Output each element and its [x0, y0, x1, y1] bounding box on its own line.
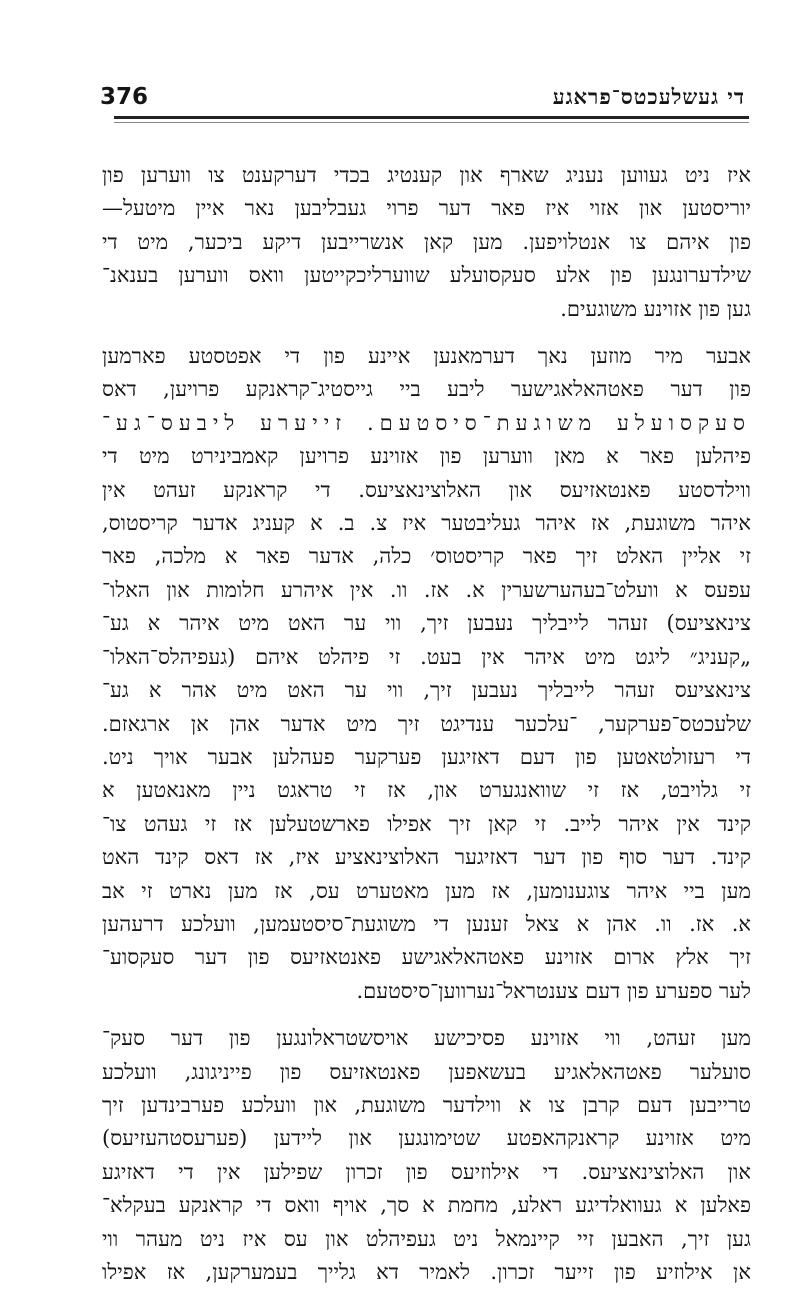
page-number: 376	[100, 84, 149, 110]
page-header	[94, 84, 757, 110]
body-text	[94, 159, 757, 1289]
text-line: איז ניט געווען נעניג שארף און קענטיג בכדי דערקענט צו ווערען פון	[102, 163, 751, 187]
text-line: מען זעהט, ווי אזוינע פסיכישע אויסשטראלונגען פון דער סעק־	[102, 1026, 751, 1051]
text-line: קינד. דער סוף פון דער דאזיגער האלוצינאציע איז, אז דאס קינד האט	[102, 845, 751, 870]
header-rule	[114, 116, 749, 119]
text-line: זי גלויבט, אז זי שוואנגערט און, אז זי טראגט ניין מאנאטען א	[102, 778, 751, 803]
text-line: פון דער פאטהאלאגישער ליבע ביי גייסטיג־קראנקע פרויען, דאס	[102, 377, 751, 402]
text-line: זי אליין האלט זיך פאר קריסטוס׳ כלה, אדער פאר א מלכה, פאר	[102, 544, 751, 569]
text-line: א. אז. וו. אהן א צאל זענען די משוגעת־סיסטעמען, וועלכע דרעהען	[102, 911, 751, 936]
text-line: „קעניג״ ליגט מיט איהר אין בעט. זי פיהלט איהם (געפיהלס־האלו־	[102, 644, 751, 669]
text-line: מיט אזוינע קראנקהאפטע שטימונגען און ליידען (פערעסטהעזיעס)	[102, 1126, 751, 1151]
text-line: שילדערונגען פון אלע סעקסועלע שווערליכקייטען וואס ווערען בענאנ־	[102, 263, 751, 288]
text-line: יוריסטען און אזוי איז פאר דער פרוי געבליבען נאר איין מיטעל—	[102, 196, 751, 221]
running-title: די געשלעכטס־פראגע	[552, 84, 745, 109]
paragraph-1	[102, 159, 751, 326]
text-line: סועלער פאטהאלאגיע בעשאפען פאנטאזיעס פון פייניגונג, וועלכע	[102, 1059, 751, 1084]
text-line: צינאציעס) זעהר לייבליך נעבען זיך, ווי ער האט מיט איהר א גע־	[102, 611, 751, 636]
paragraph-2	[102, 340, 751, 1008]
text-line: גען פון אזוינע משוגעים.	[560, 296, 751, 321]
text-line: קינד אין איהר לייב. זי קאן זיך אפילו פארשטעלען אז זי געהט צו־	[102, 811, 751, 836]
text-line: און האלוצינאציעס. די אילוזיעס פון זכרון שפילען אין די דאזיגע	[102, 1159, 751, 1184]
text-line: אבער מיר מוזען נאך דערמאנען איינע פון די אפטסטע פארמען	[102, 344, 751, 369]
text-line: פון איהם צו אנטלויפען. מען קאן אנשרייבען דיקע ביכער, מיט די	[102, 229, 751, 254]
paragraph-3	[102, 1022, 751, 1289]
text-line: זיך אלץ ארום אזוינע פאטהאלאגישע פאנטאזיעס פון דער סעקסוע־	[102, 945, 751, 970]
text-line: מען ביי איהר צוגענומען, אז מען מאטערט עס, אז מען נארט זי אב	[102, 878, 751, 903]
text-line: סעקסועלע משוגעת־סיסטעם. זייערע ליבעס־גע־	[102, 410, 751, 435]
text-line: עפעס א וועלט־בעהערשערין א. אז. וו. אין איהרע חלומות און האלו־	[102, 577, 751, 602]
text-line: אן אילוזיע פון זייער זכרון. לאמיר דא גלייך בעמערקען, אז אפילו	[102, 1260, 751, 1284]
text-line: צינאציעס זעהר לייבליך נעבען זיך, ווי ער האט מיט אהר א גע־	[102, 678, 751, 703]
text-line: פיהלען פאר א מאן ווערען פון אזוינע פרויען קאמבינירט מיט די	[102, 444, 751, 469]
text-line: די רעזולטאטען פון דעם דאזיגען פערקער פעהלען אבער אויך ניט.	[102, 744, 751, 769]
text-line: פאלען א געוואלדיגע ראלע, מחמת א סך, אויף וואס די קראנקע בעקלא־	[102, 1193, 751, 1218]
text-line: לער ספערע פון דעם צענטראל־נערווען־סיסטעם.	[356, 978, 751, 1003]
text-line: איהר משוגעת, אז איהר געליבטער איז צ. ב. א קעניג אדער קריסטוס,	[102, 511, 751, 536]
text-line: שלעכטס־פערקער, ־עלכער ענדיגט זיך מיט אדער אהן אן ארגאזם.	[102, 711, 751, 736]
text-line: גען זיך, האבען זיי קיינמאל ניט געפיהלט און עס איז ניט מעהר ווי	[102, 1226, 751, 1251]
text-line: טרייבען דעם קרבן צו א ווילדער משוגעת, און וועלכע פערבינדען זיך	[102, 1092, 751, 1117]
text-line: ווילדסטע פאנטאזיעס און האלוצינאציעס. די קראנקע זעהט אין	[102, 477, 751, 502]
